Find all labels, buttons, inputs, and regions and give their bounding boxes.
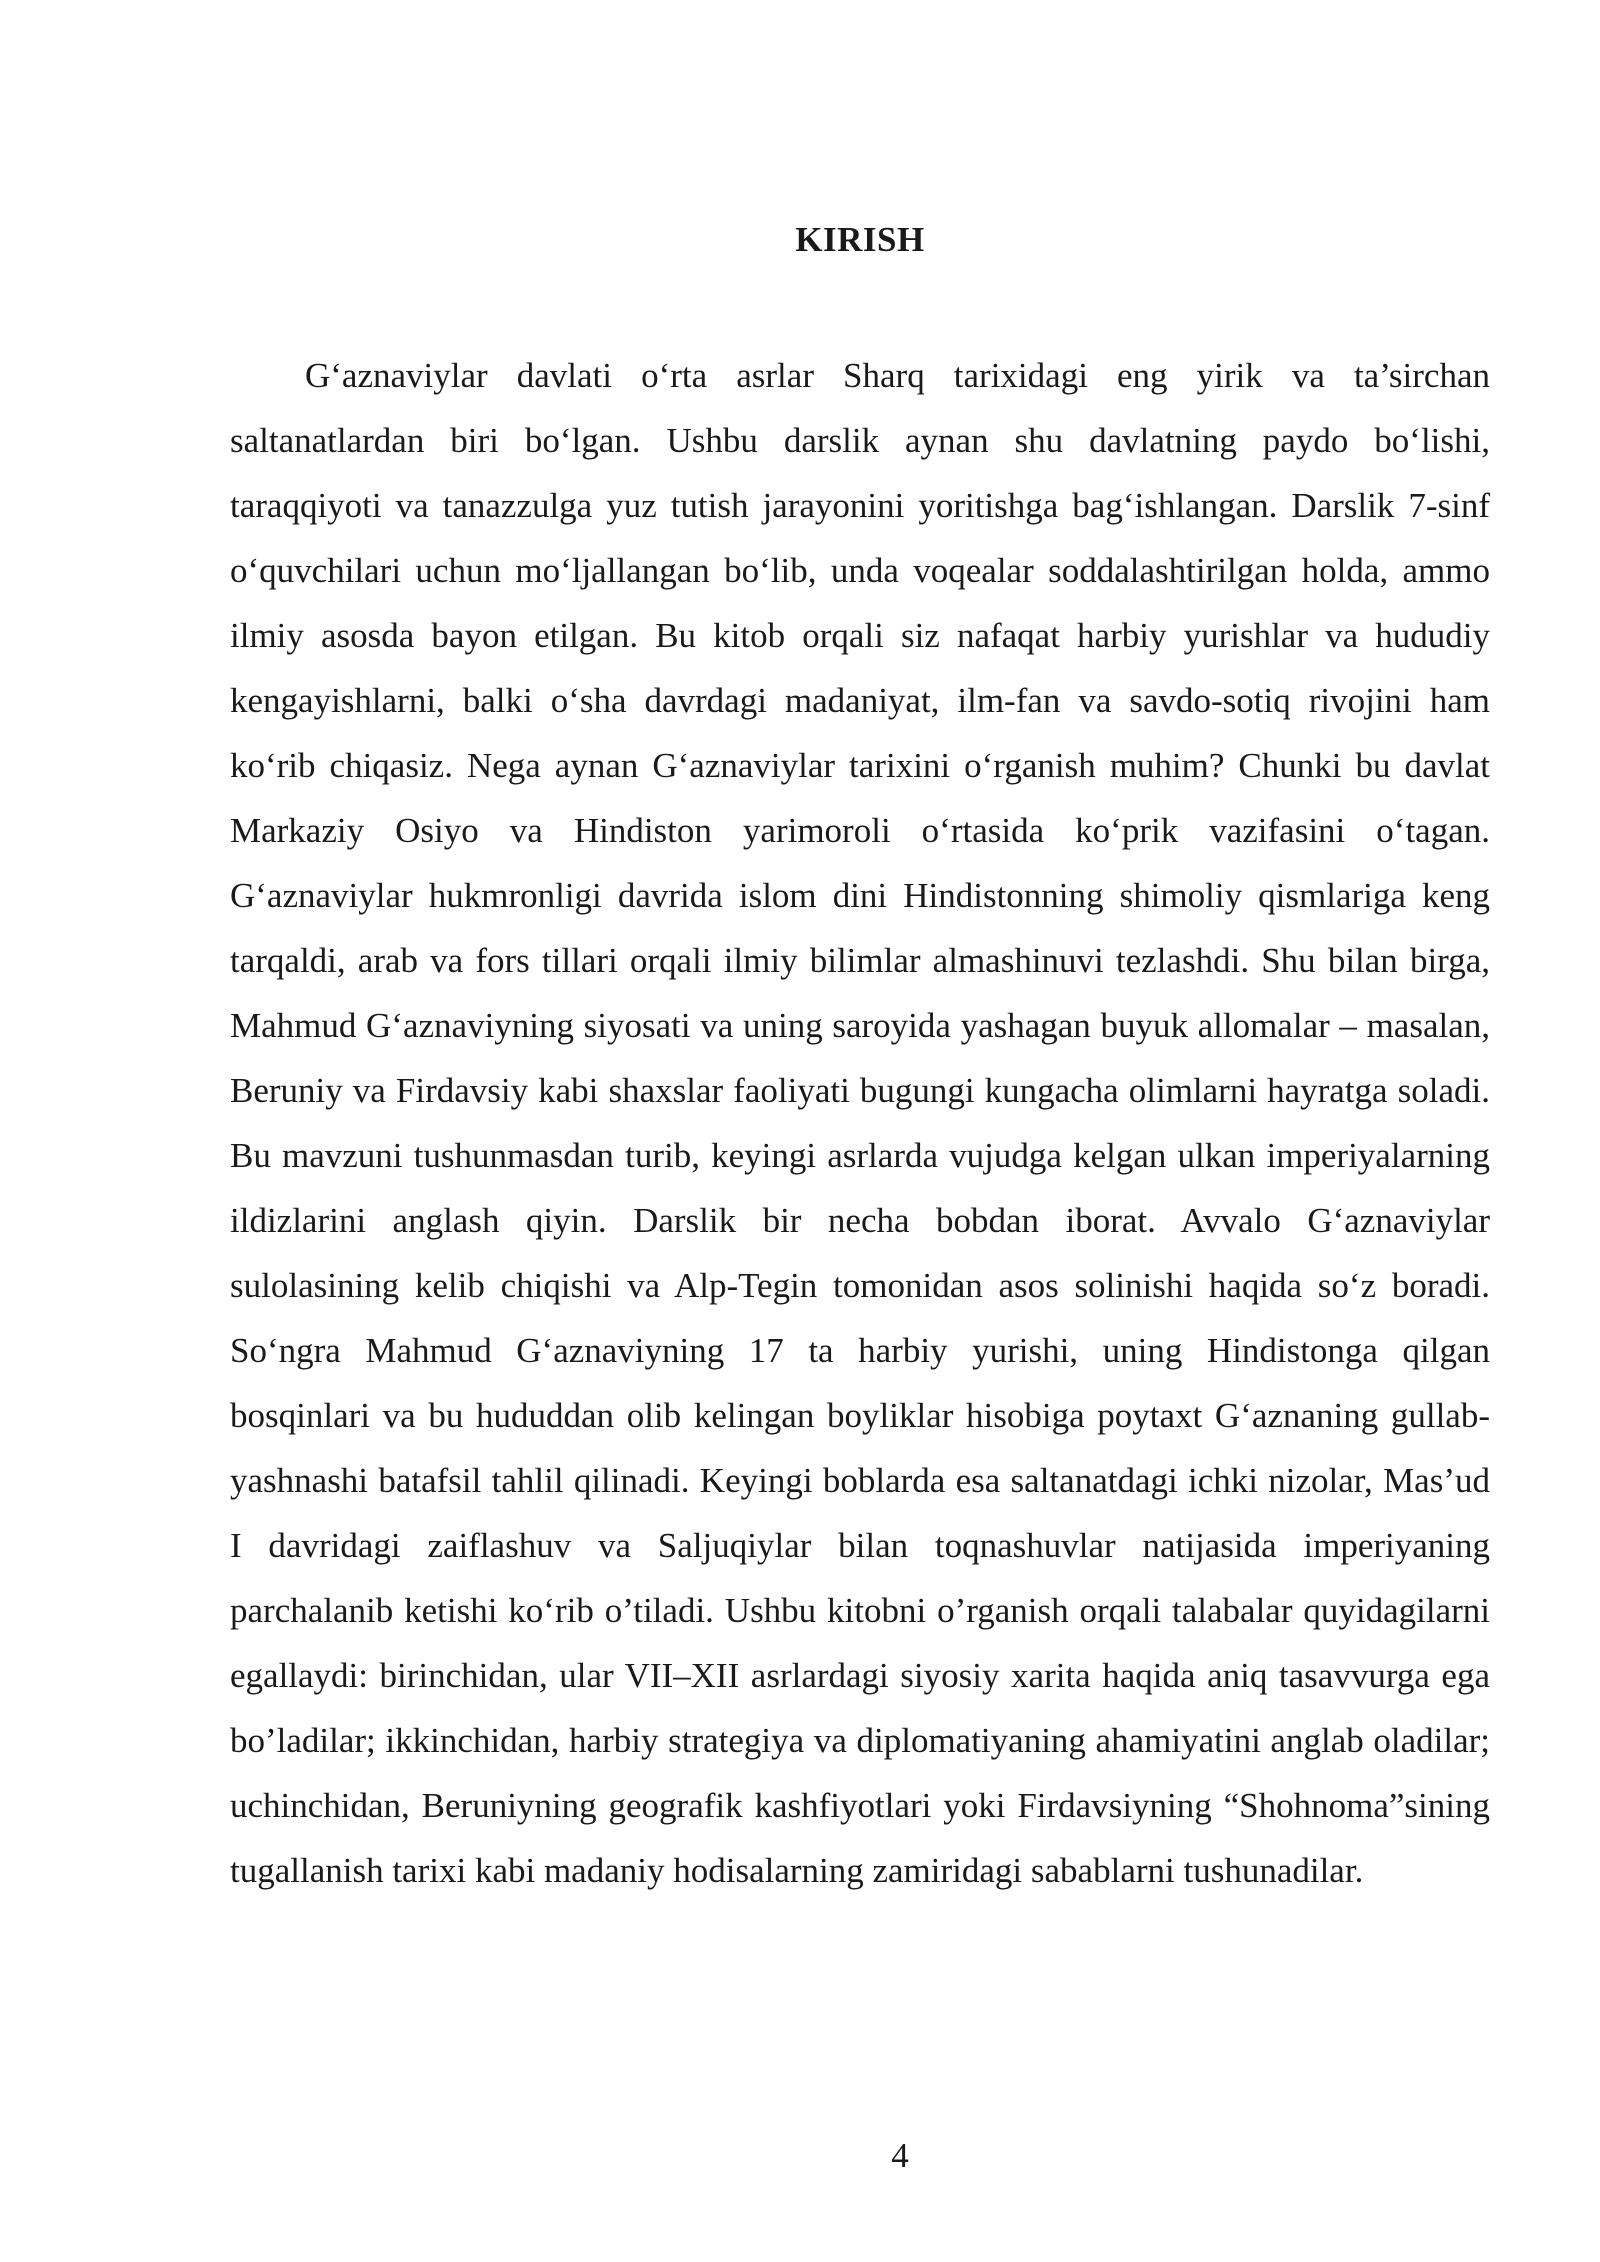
page-title: KIRISH [795,220,925,259]
page-number: 4 [891,2136,909,2175]
body-paragraph: G‘aznaviylar davlati o‘rta asrlar Sharq tarixidagi eng yirik va ta’sirchan saltanatlardan biri bo‘lgan. Ushbu darslik aynan shu davlatning paydo bo‘lishi, taraqqiyoti va tanazzulga yuz tutish jarayonini yoritishga bag‘ishlangan. Darslik 7-sinf o‘quvchilari uchun mo‘ljallangan bo‘lib, unda voqealar soddalashtirilgan holda, ammo ilmiy asosda bayon etilgan. Bu kitob orqali siz nafaqat harbiy yurishlar va hududiy kengayishlarni, balki o‘sha davrdagi madaniyat, ilm-fan va savdo-sotiq rivojini ham ko‘rib chiqasiz. Nega aynan G‘aznaviylar tarixini o‘rganish muhim? Chunki bu davlat Markaziy Osiyo va Hindiston yarimoroli o‘rtasida ko‘prik vazifasini o‘tagan. G‘aznaviylar hukmronligi davrida islom dini Hindistonning shimoliy qismlariga keng tarqaldi, arab va fors tillari orqali ilmiy bilimlar almashinuvi tezlashdi. Shu bilan birga, Mahmud G‘aznaviyning siyosati va uning saroyida yashagan buyuk allomalar – masalan, Beruniy va Firdavsiy kabi shaxslar faoliyati bugungi kungacha olimlarni hayratga soladi. Bu mavzuni tushunmasdan turib, keyingi asrlarda vujudga kelgan ulkan imperiyalarning ildizlarini anglash qiyin. Darslik bir necha bobdan iborat. Avvalo G‘aznaviylar sulolasining kelib chiqishi va Alp-Tegin tomonidan asos solinishi haqida so‘z boradi. So‘ngra Mahmud G‘aznaviyning 17 ta harbiy yurishi, uning Hindistonga qilgan bosqinlari va bu hududdan olib kelingan boyliklar hisobiga poytaxt G‘aznaning gullab-yashnashi batafsil tahlil qilinadi. Keyingi boblarda esa saltanatdagi ichki nizolar, Mas’ud I davridagi zaiflashuv va Saljuqiylar bilan toqnashuvlar natijasida imperiyaning parchalanib ketishi ko‘rib o’tiladi. Ushbu kitobni o’rganish orqali talabalar quyidagilarni egallaydi: birinchidan, ular VII–XII asrlardagi siyosiy xarita haqida aniq tasavvurga ega bo’ladilar; ikkinchidan, harbiy strategiya va diplomatiyaning ahamiyatini anglab oladilar; uchinchidan, Beruniyning geografik kashfiyotlari yoki Firdavsiyning “Shohnoma”sining tugallanish tarixi kabi madaniy hodisalarning zamiridagi sabablarni tushunadilar. [230,356,1490,1890]
